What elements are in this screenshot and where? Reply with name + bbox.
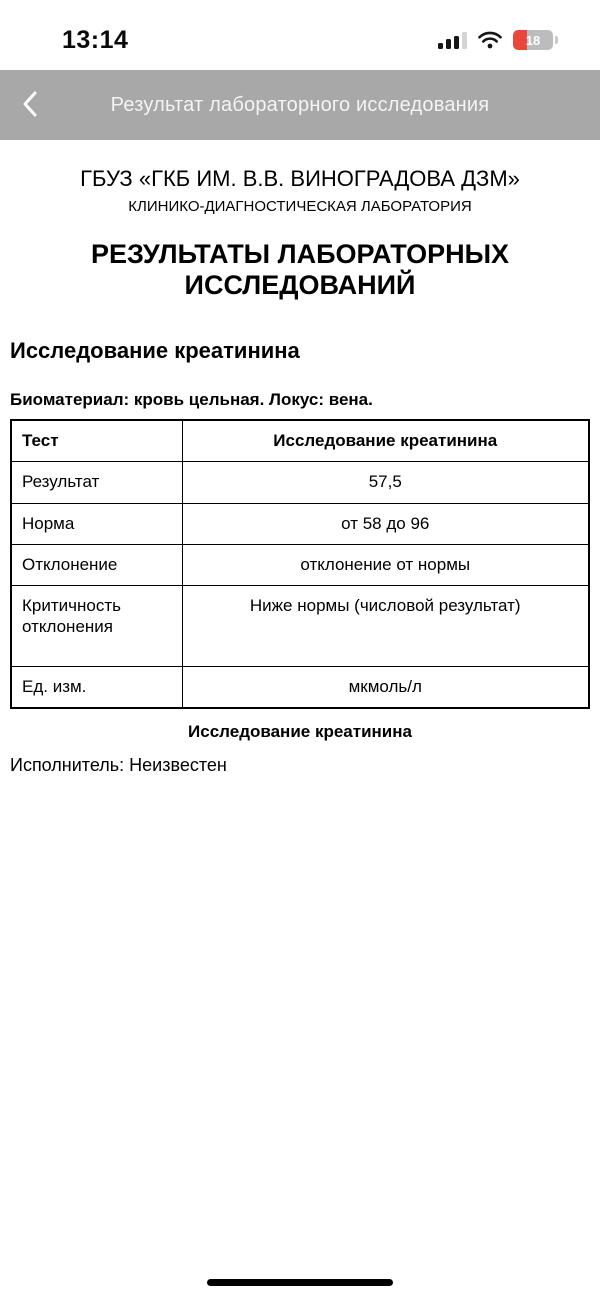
row-value: 57,5 (182, 462, 589, 503)
wifi-icon (478, 31, 502, 49)
row-label: Результат (11, 462, 182, 503)
battery-nub (555, 36, 558, 44)
row-value: от 58 до 96 (182, 503, 589, 544)
row-value: мкмоль/л (182, 666, 589, 708)
cellular-signal-icon (438, 32, 467, 49)
table-caption: Исследование креатинина (188, 721, 412, 741)
biomaterial-line: Биоматериал: кровь цельная. Локус: вена. (10, 390, 373, 410)
battery-icon (513, 30, 553, 50)
result-table (10, 419, 590, 709)
home-indicator[interactable] (207, 1279, 393, 1286)
lab-result-document (0, 140, 600, 776)
document-title: РЕЗУЛЬТАТЫ ЛАБОРАТОРНЫХ ИССЛЕДОВАНИЙ (90, 238, 510, 301)
row-label: Норма (11, 503, 182, 544)
nav-title: Результат лабораторного исследования (110, 93, 490, 116)
row-label: Критичность отклонения (11, 586, 182, 667)
table-row (11, 503, 589, 544)
test-section-heading: Исследование креатинина (10, 338, 300, 364)
table-row (11, 666, 589, 708)
row-label: Отклонение (11, 544, 182, 585)
header-cell-test-name: Исследование креатинина (182, 420, 589, 462)
row-value: Ниже нормы (числовой результат) (182, 586, 589, 667)
row-value: отклонение от нормы (182, 544, 589, 585)
nav-bar (0, 70, 600, 140)
table-row (11, 544, 589, 585)
table-row (11, 586, 589, 667)
back-button[interactable] (14, 70, 45, 140)
chevron-left-icon (22, 91, 37, 120)
table-row (11, 462, 589, 503)
header-cell-test: Тест (11, 420, 182, 462)
performer-line: Исполнитель: Неизвестен (10, 754, 227, 775)
status-time: 13:14 (62, 25, 129, 54)
organization-name: ГБУЗ «ГКБ ИМ. В.В. ВИНОГРАДОВА ДЗМ» (80, 166, 520, 191)
status-icons (438, 30, 558, 50)
laboratory-name: КЛИНИКО-ДИАГНОСТИЧЕСКАЯ ЛАБОРАТОРИЯ (128, 197, 472, 215)
table-header-row (11, 420, 589, 462)
row-label: Ед. изм. (11, 666, 182, 708)
status-bar (0, 0, 600, 70)
battery-percentage: 18 (525, 32, 541, 48)
